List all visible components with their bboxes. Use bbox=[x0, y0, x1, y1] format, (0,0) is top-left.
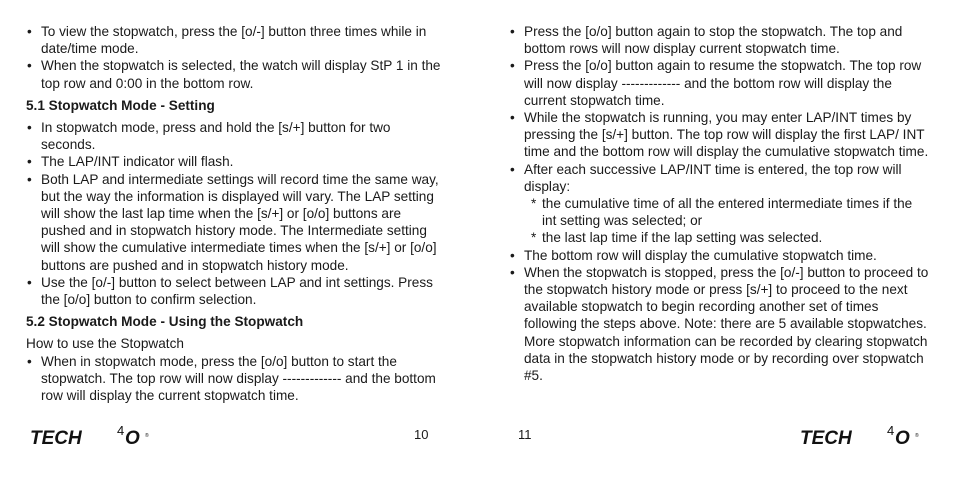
brand-logo bbox=[30, 424, 152, 453]
list-item: • Use the [o/-] button to select between LAP and int settings. Press the [o/o] button to confirm selection. bbox=[26, 274, 446, 308]
intro-bullet-list bbox=[26, 23, 446, 92]
stopwatch-bullet-list bbox=[509, 23, 929, 195]
list-item: • The bottom row will display the cumulative stopwatch time. bbox=[509, 247, 929, 264]
tech4o-logo-icon bbox=[800, 424, 922, 448]
setting-bullet-list bbox=[26, 119, 446, 308]
list-item: • When the stopwatch is stopped, press the [o/-] button to proceed to the stopwatch history mode or press [s/+] to proceed to the next available stopwatch to begin recording another set of times following the steps above. Note: there are 5 available stopwatches. More stopwatch information can be recorded by clearing stopwatch data in the stopwatch history mode or by recording over stopwatch #5. bbox=[509, 264, 929, 384]
stopwatch-bullet-list-2 bbox=[509, 247, 929, 385]
list-item: • To view the stopwatch, press the [o/-] button three times while in date/time mode. bbox=[26, 23, 446, 57]
tech4o-logo-icon bbox=[30, 424, 152, 448]
list-item: • When in stopwatch mode, press the [o/o] button to start the stopwatch. The top row will now display ------------- and the bottom row will display the current stopwatch time. bbox=[26, 353, 446, 405]
logo-registered-mark: ® bbox=[915, 433, 919, 439]
list-item: • The LAP/INT indicator will flash. bbox=[26, 153, 446, 170]
page-number: 10 bbox=[414, 427, 429, 442]
list-item: * the cumulative time of all the entered intermediate times if the int setting was selected; or bbox=[509, 195, 929, 229]
list-item: • After each successive LAP/INT time is entered, the top row will display: bbox=[509, 161, 929, 195]
logo-superscript: 4 bbox=[887, 424, 895, 438]
list-item: • When the stopwatch is selected, the watch will display StP 1 in the top row and 0:00 in the bottom row. bbox=[26, 57, 446, 91]
using-bullet-list bbox=[26, 353, 446, 405]
logo-text: TECH bbox=[800, 428, 852, 448]
logo-superscript: 4 bbox=[117, 424, 125, 438]
logo-end: O bbox=[125, 428, 140, 448]
list-item: • Press the [o/o] button again to resume the stopwatch. The top row will now display ------------- and the bottom row will display the current stopwatch time. bbox=[509, 57, 929, 109]
right-column bbox=[509, 23, 929, 384]
section-heading-setting: 5.1 Stopwatch Mode - Setting bbox=[26, 97, 215, 113]
list-item: • While the stopwatch is running, you may enter LAP/INT times by pressing the [s/+] button. The top row will display the first LAP/ INT time and the bottom row will display the cumulative stopwatch time. bbox=[509, 109, 929, 161]
list-item: • Both LAP and intermediate settings will record time the same way, but the way the information is displayed will vary. The LAP setting will show the last lap time when the [s/+] or [o/o] buttons are pushed and in stopwatch history mode. The Intermediate setting will show the cumulative intermediate times when the [s/+] or [o/o] buttons are pushed and in stopwatch history mode. bbox=[26, 171, 446, 274]
brand-logo bbox=[800, 424, 922, 453]
left-column bbox=[26, 23, 446, 404]
section-heading-using: 5.2 Stopwatch Mode - Using the Stopwatch bbox=[26, 314, 304, 330]
logo-end: O bbox=[895, 428, 910, 448]
section-subtitle: How to use the Stopwatch bbox=[26, 336, 184, 352]
list-item: * the last lap time if the lap setting was selected. bbox=[509, 229, 929, 246]
list-item: • Press the [o/o] button again to stop the stopwatch. The top and bottom rows will now display current stopwatch time. bbox=[509, 23, 929, 57]
logo-registered-mark: ® bbox=[145, 433, 149, 439]
sub-item-list bbox=[509, 195, 929, 247]
logo-text: TECH bbox=[30, 428, 82, 448]
page-number: 11 bbox=[518, 427, 532, 442]
right-page bbox=[477, 0, 954, 477]
list-item: • In stopwatch mode, press and hold the [s/+] button for two seconds. bbox=[26, 119, 446, 153]
